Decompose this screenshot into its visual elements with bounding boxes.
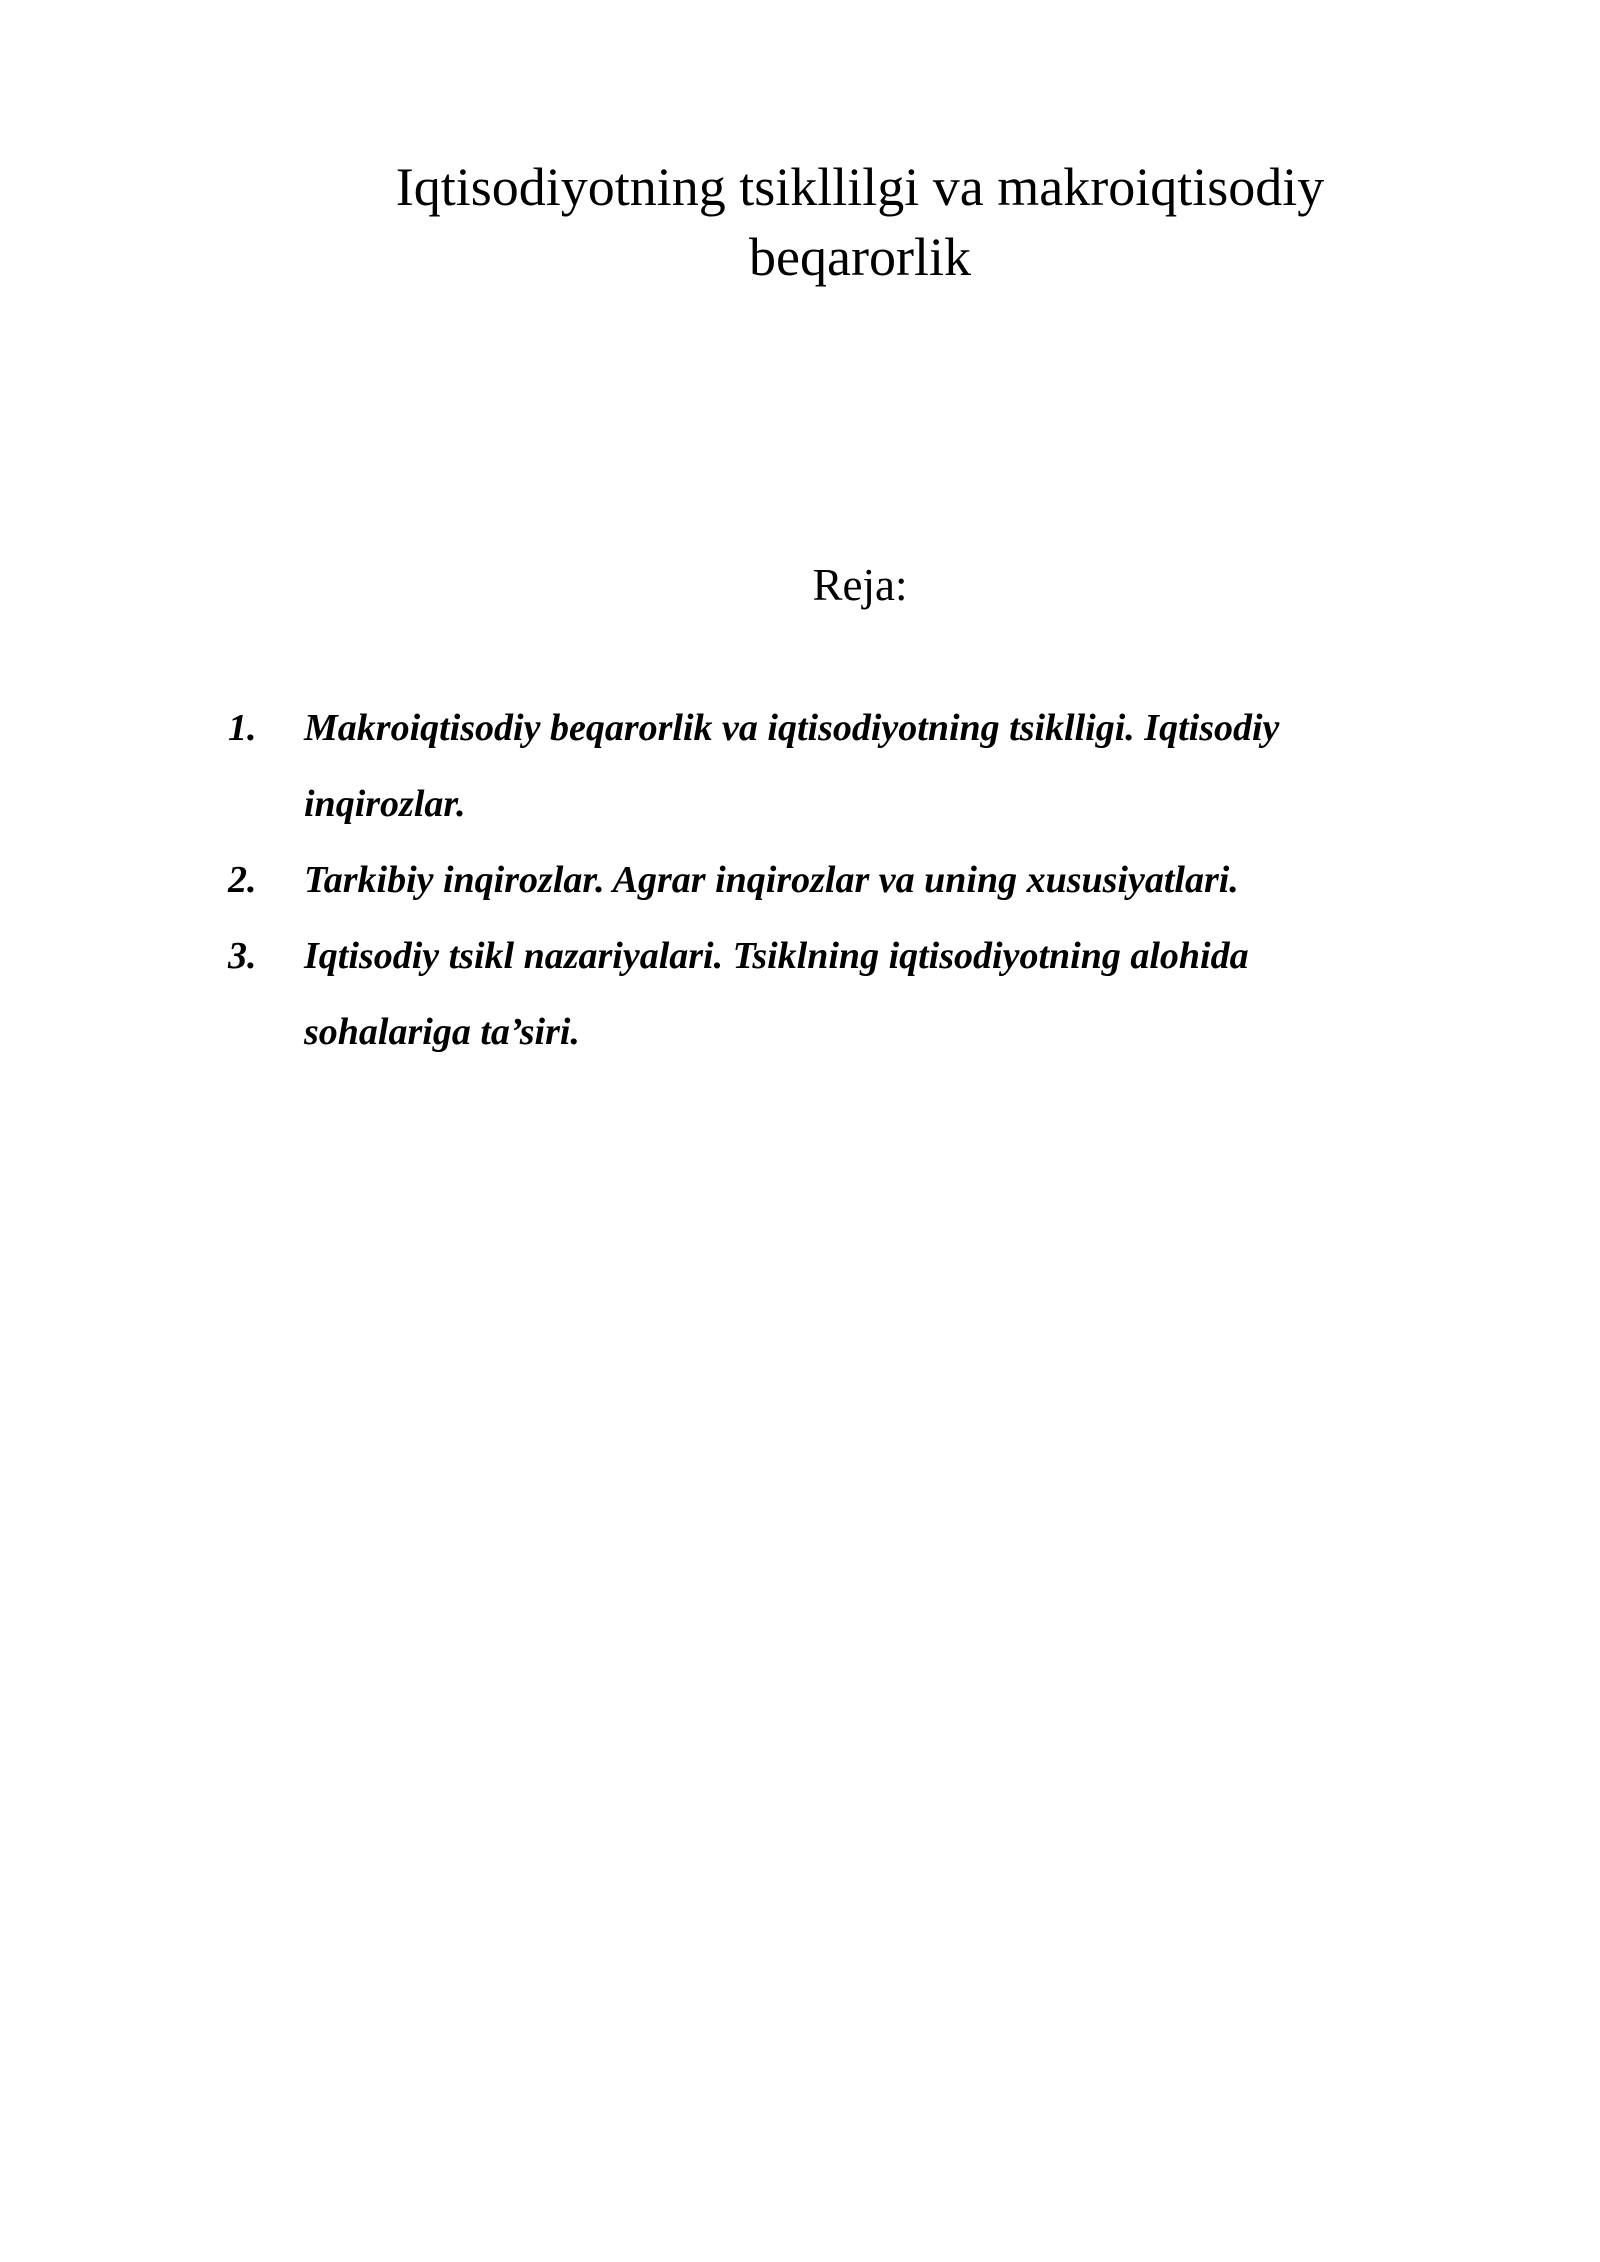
plan-item-3 (228, 918, 1428, 1070)
plan-item-text-line-1: Iqtisodiy tsikl nazariyalari. Tsiklning iqtisodiyotning alohida (304, 935, 1249, 977)
plan-item-text-line-2: inqirozlar. (304, 783, 466, 825)
document-title (290, 152, 1430, 292)
plan-item-text-line-2: sohalariga ta’siri. (304, 1011, 580, 1053)
plan-list (228, 690, 1428, 1070)
plan-heading: Reja: (812, 560, 908, 610)
document-title-line-1: Iqtisodiyotning tsikllilgi va makroiqtisodiy (395, 157, 1325, 217)
plan-item-number: 3. (228, 935, 257, 977)
plan-item-text-line-1: Makroiqtisodiy beqarorlik va iqtisodiyotning tsiklligi. Iqtisodiy (304, 707, 1280, 749)
plan-item-2 (228, 842, 1428, 918)
plan-item-1 (228, 690, 1428, 842)
plan-item-text-line-1: Tarkibiy inqirozlar. Agrar inqirozlar va uning xususiyatlari. (304, 859, 1239, 901)
document-title-line-2: beqarorlik (749, 227, 971, 287)
plan-item-number: 2. (228, 859, 257, 901)
plan-item-number: 1. (228, 707, 257, 749)
